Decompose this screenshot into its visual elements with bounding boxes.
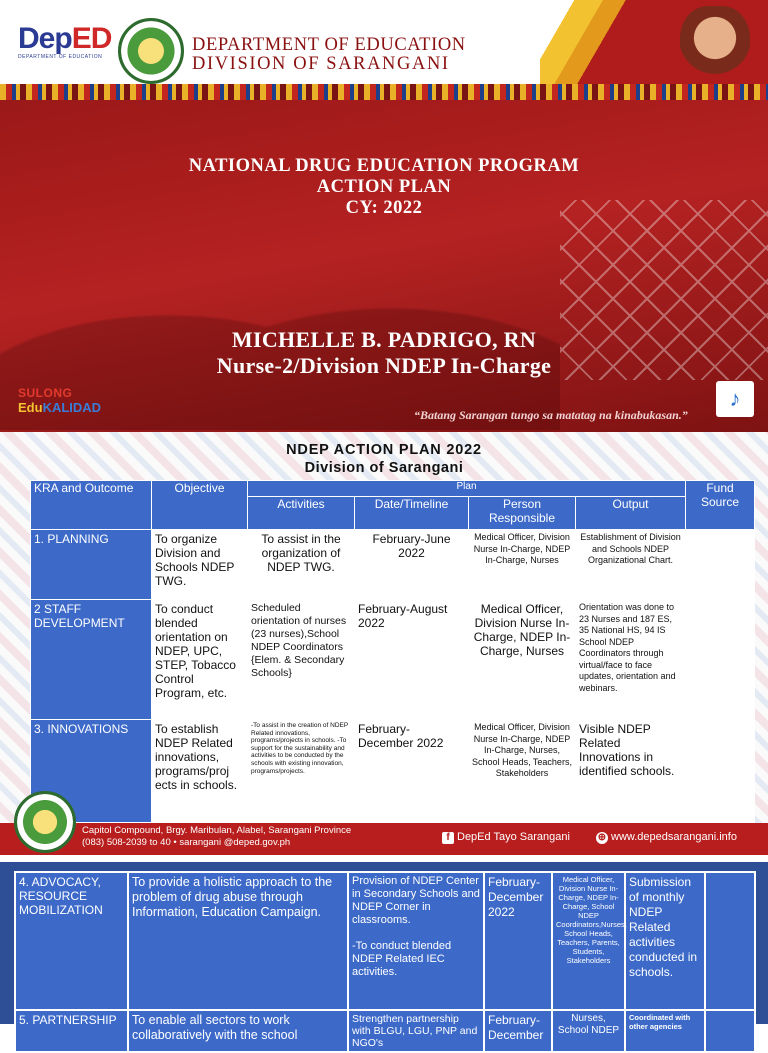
presenter-block <box>0 327 768 379</box>
row-timeline: February-August 2022 <box>355 600 469 720</box>
row-output: Visible NDEP Related Innovations in identified schools. <box>576 720 686 823</box>
title-slide <box>0 0 768 432</box>
action-plan-slide <box>0 432 768 855</box>
header-person: Person Responsible <box>469 497 576 530</box>
website-label: www.depedsarangani.info <box>611 831 737 843</box>
logo-word-b: ED <box>71 22 112 55</box>
title-line-2: ACTION PLAN <box>316 177 452 197</box>
slide-footer <box>0 823 768 855</box>
row-timeline: February-December 2022 <box>355 720 469 823</box>
dept-line-2: DIVISION OF SARANGANI <box>192 54 450 74</box>
website-link[interactable] <box>596 831 737 844</box>
row-activities: Strengthen partnership with BLGU, LGU, PNP and NGO's <box>348 1010 484 1052</box>
title-line-1: NATIONAL DRUG EDUCATION PROGRAM <box>188 156 580 176</box>
row-person: Nurses, School NDEP <box>552 1010 625 1052</box>
title-line-3: CY: 2022 <box>345 198 423 218</box>
table-row <box>31 720 755 823</box>
header-objective: Objective <box>152 481 248 530</box>
division-seal <box>118 18 184 84</box>
sulong-kalidad: KALIDAD <box>42 400 102 415</box>
table-row <box>31 600 755 720</box>
header-output: Output <box>576 497 686 530</box>
facebook-icon: f <box>442 832 454 844</box>
row-output: Establishment of Division and Schools NDEP Organizational Chart. <box>576 530 686 600</box>
row-person: Medical Officer, Division Nurse In-Charge, NDEP In-Charge, Nurses <box>469 600 576 720</box>
header-kra: KRA and Outcome <box>31 481 152 530</box>
action-plan-table-continued <box>14 871 756 1053</box>
header-activities: Activities <box>248 497 355 530</box>
row-output: Coordinated with other agencies <box>625 1010 705 1052</box>
row-activities: To assist in the organization of NDEP TWG. <box>248 530 355 600</box>
presenter-position: Nurse-2/Division NDEP In-Charge <box>216 353 552 378</box>
logo-word-a: Dep <box>18 22 72 55</box>
row-objective: To organize Division and Schools NDEP TWG. <box>152 530 248 600</box>
tribal-pattern-band <box>0 84 768 100</box>
row-kra: 2 STAFF DEVELOPMENT <box>31 600 152 720</box>
footer-address-line-1: Capitol Compound, Brgy. Maribulan, Alabel, Sarangani Province <box>82 825 352 836</box>
row-fund <box>686 600 755 720</box>
row-fund <box>705 1010 755 1052</box>
table-row <box>31 530 755 600</box>
row-objective: To provide a holistic approach to the problem of drug abuse through Information, Education Campaign. <box>128 872 348 1010</box>
row-objective: To conduct blended orientation on NDEP, UPC, STEP, Tobacco Control Program, etc. <box>152 600 248 720</box>
row-timeline: February-June 2022 <box>355 530 469 600</box>
facebook-link[interactable] <box>442 831 570 844</box>
slide-background <box>0 862 768 1049</box>
row-kra: 4. ADVOCACY, RESOURCE MOBILIZATION <box>15 872 128 1010</box>
department-name <box>192 36 466 74</box>
table-row <box>15 1010 755 1052</box>
row-activities-2: -To conduct blended NDEP Related IEC activities. <box>352 940 452 978</box>
tagline: “Batang Sarangan tungo sa matatag na kinabukasan.” <box>414 408 688 422</box>
row-kra: 3. INNOVATIONS <box>31 720 152 823</box>
row-fund <box>686 530 755 600</box>
slide-title <box>0 156 768 219</box>
deped-logo <box>18 22 110 72</box>
footer-seal <box>14 791 76 853</box>
table-row <box>15 872 755 1010</box>
row-timeline: February-December <box>484 1010 552 1052</box>
dept-line-1: DEPARTMENT OF EDUCATION <box>192 35 466 55</box>
action-plan-continued-slide <box>0 855 768 1049</box>
row-fund <box>686 720 755 823</box>
sulong-text: SULONG <box>18 386 73 400</box>
row-output: Orientation was done to 23 Nurses and 187 ES, 35 National HS, 94 IS School NDEP Coordinators through virtual/face to face updates, orientation and webinars. <box>576 600 686 720</box>
person-photo <box>680 6 750 86</box>
row-objective: To enable all sectors to work collaboratively with the school <box>128 1010 348 1052</box>
row-person: Medical Officer, Division Nurse In-Charge, NDEP In-Charge, Nurses <box>469 530 576 600</box>
logo-subtitle: DEPARTMENT OF EDUCATION <box>18 54 103 60</box>
row-person: Medical Officer, Division Nurse In-Charge, NDEP In-Charge, School NDEP Coordinators,Nurses, School Heads, Teachers, Parents, Students, Stakeholders <box>552 872 625 1010</box>
row-objective: To establish NDEP Related innovations, programs/proj ects in schools. <box>152 720 248 823</box>
plan-title: NDEP ACTION PLAN 2022 <box>286 442 482 458</box>
audio-icon[interactable]: ♪ <box>716 381 754 417</box>
sulong-edukalidad-logo <box>18 386 128 422</box>
facebook-label: DepEd Tayo Sarangani <box>457 831 570 843</box>
sulong-edu: Edu <box>18 400 43 415</box>
row-activities: Scheduled orientation of nurses (23 nurses),School NDEP Coordinators {Elem. & Secondary Schools} <box>248 600 355 720</box>
action-plan-table <box>30 480 755 823</box>
header-fund-source: Fund Source <box>686 481 755 530</box>
plan-subtitle: Division of Sarangani <box>304 460 464 476</box>
footer-address-line-2: (083) 508-2039 to 40 • sarangani @deped.gov.ph <box>82 837 291 848</box>
row-output: Submission of monthly NDEP Related activities conducted in schools. <box>625 872 705 1010</box>
row-fund <box>705 872 755 1010</box>
header-plan: Plan <box>248 481 686 497</box>
row-kra: 5. PARTNERSHIP <box>15 1010 128 1052</box>
row-kra: 1. PLANNING <box>31 530 152 600</box>
row-person: Medical Officer, Division Nurse In-Charge, NDEP In-Charge, Nurses, School Heads, Teachers, Stakeholders <box>469 720 576 823</box>
globe-icon: ⊕ <box>597 832 607 843</box>
row-activities: -To assist in the creation of NDEP Related innovations, programs/projects in schools. -To support for the sustainability and activities to be conducted by the schools with existing innovation, programs/projects. <box>248 720 355 823</box>
footer-address <box>82 825 351 849</box>
header-timeline: Date/Timeline <box>355 497 469 530</box>
header-row-1 <box>31 481 755 497</box>
row-activities-1: Provision of NDEP Center in Secondary Schools and NDEP Corner in classrooms. <box>352 875 480 926</box>
row-timeline: February-December 2022 <box>484 872 552 1010</box>
presenter-name: MICHELLE B. PADRIGO, RN <box>231 327 537 352</box>
row-activities <box>348 872 484 1010</box>
